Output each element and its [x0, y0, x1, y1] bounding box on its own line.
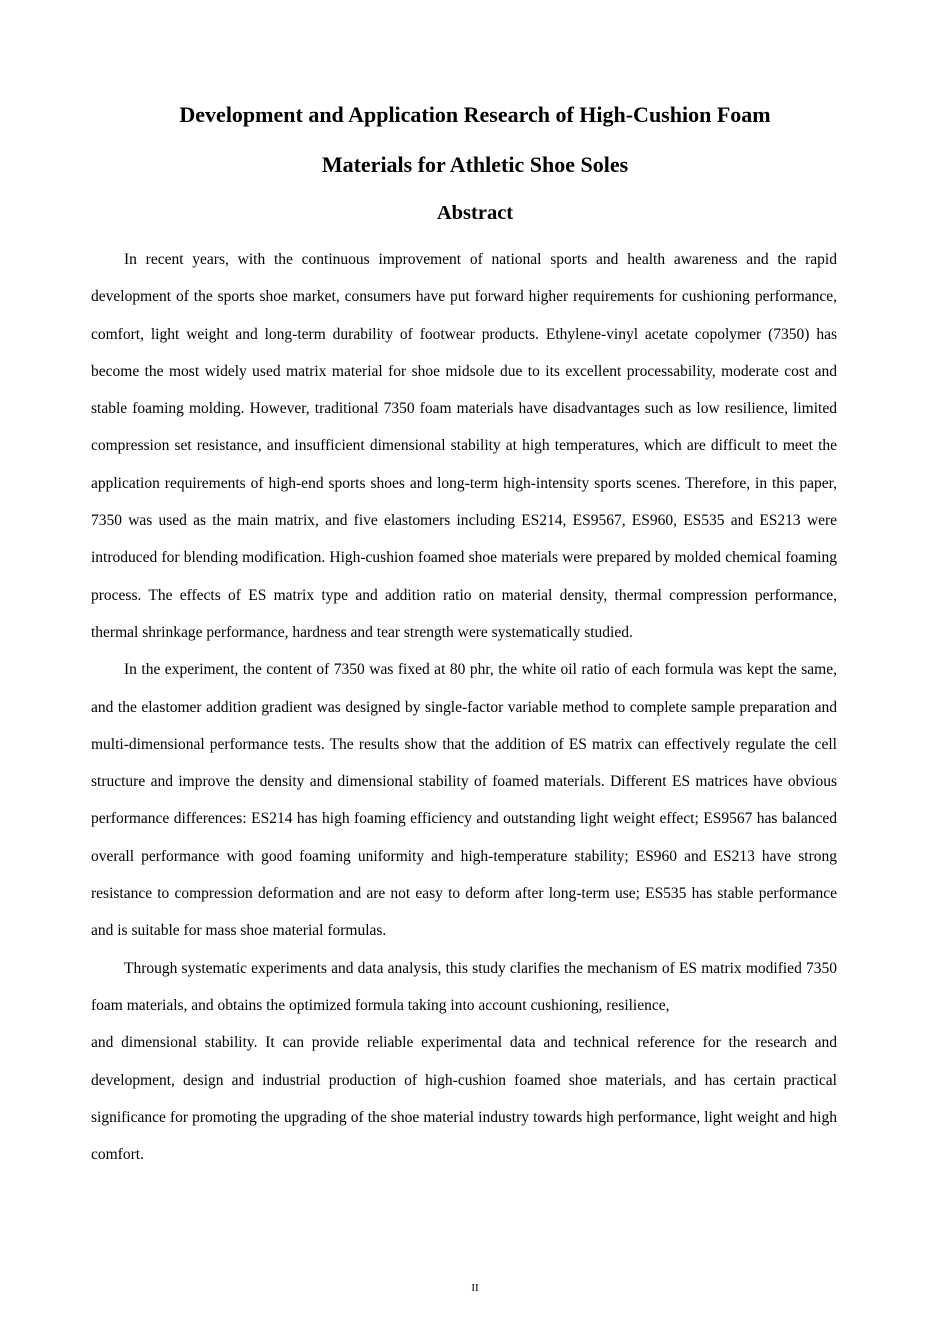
abstract-paragraph-1: In recent years, with the continuous improvement of national sports and health awareness and the rapid development of the sports shoe market, consumers have put forward higher requirements for cushioning performance, comfort, light weight and long-term durability of footwear products. Ethylene-vinyl acetate copolymer (7350) has become the most widely used matrix material for shoe midsole due to its excellent processability, moderate cost and stable foaming molding. However, traditional 7350 foam materials have disadvantages such as low resilience, limited compression set resistance, and insufficient dimensional stability at high temperatures, which are difficult to meet the application requirements of high-end sports shoes and long-term high-intensity sports scenes. Therefore, in this paper, 7350 was used as the main matrix, and five elastomers including ES214, ES9567, ES960, ES535 and ES213 were introduced for blending modification. High-cushion foamed shoe materials were prepared by molded chemical foaming process. The effects of ES matrix type and addition ratio on material density, thermal compression performance, thermal shrinkage performance, hardness and tear strength were systematically studied.: [91, 251, 837, 641]
abstract-paragraph-3-line-2: and dimensional stability. It can provide reliable experimental data and technical reference for the research and development, design and industrial production of high-cushion foamed shoe materials, and has certain practical significance for promoting the upgrading of the shoe material industry towards high performance, light weight and high comfort.: [91, 1034, 837, 1164]
abstract-paragraph-3: [91, 950, 837, 1174]
abstract-body: [91, 241, 837, 1173]
abstract-heading: Abstract: [436, 202, 514, 224]
document-title-line-1: Development and Application Research of High-Cushion Foam: [179, 102, 771, 127]
abstract-paragraph-3-line-1: Through systematic experiments and data analysis, this study clarifies the mechanism of ES matrix modified 7350 foam materials, and obtains the optimized formula taking into account cushioning, resilience,: [91, 959, 837, 1014]
document-title-line-2: Materials for Athletic Shoe Soles: [321, 152, 629, 177]
page-number: II: [471, 1282, 479, 1294]
abstract-paragraph-2: In the experiment, the content of 7350 was fixed at 80 phr, the white oil ratio of each formula was kept the same, and the elastomer addition gradient was designed by single-factor variable method to complete sample preparation and multi-dimensional performance tests. The results show that the addition of ES matrix can effectively regulate the cell structure and improve the density and dimensional stability of foamed materials. Different ES matrices have obvious performance differences: ES214 has high foaming efficiency and outstanding light weight effect; ES9567 has balanced overall performance with good foaming uniformity and high-temperature stability; ES960 and ES213 have strong resistance to compression deformation and are not easy to deform after long-term use; ES535 has stable performance and is suitable for mass shoe material formulas.: [91, 661, 837, 940]
